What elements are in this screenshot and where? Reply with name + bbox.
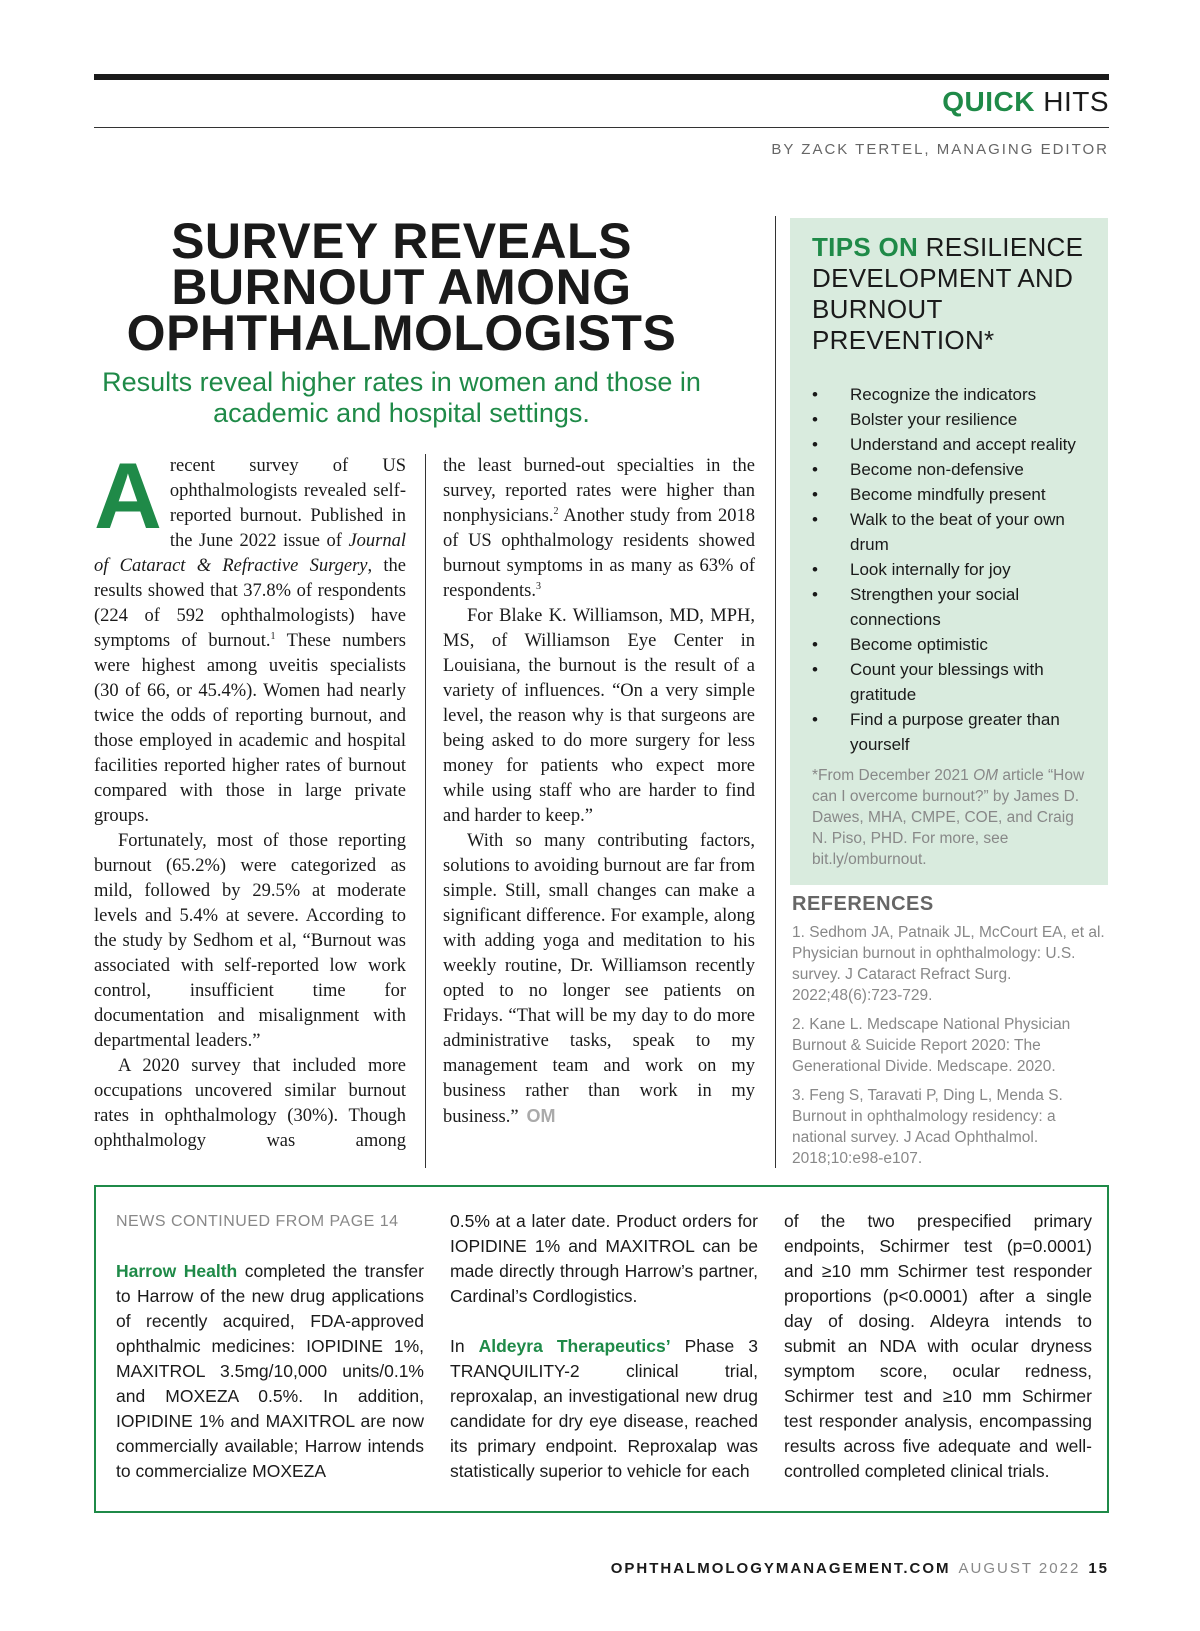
- top-rule: [94, 74, 1109, 80]
- citation: 3: [536, 580, 541, 592]
- bullet-icon: •: [812, 460, 818, 479]
- article-column-1: [94, 443, 406, 1154]
- news-column-1: [116, 1209, 424, 1484]
- tip-item: • Walk to the beat of your own drum: [812, 507, 1092, 557]
- references: [792, 893, 1108, 1177]
- reference-item: 3. Feng S, Taravati P, Ding L, Menda S. Burnout in ophthalmology residency: a national survey. J Acad Ophthalmol. 2018;10:e98-e107.: [792, 1087, 1063, 1167]
- footer-date: AUGUST 2022: [958, 1560, 1081, 1577]
- headline-line-2: BURNOUT AMONG: [171, 259, 632, 315]
- article-subhead: Results reveal higher rates in women and those in academic and hospital settings.: [102, 367, 701, 428]
- news-column-3: [784, 1209, 1092, 1484]
- news-item-aldeyra-cont: of the two prespecified primary endpoints, Schirmer test (p=0.0001) and ≥10 mm Schirmer test responder proportions (p<0.0001) after a single day of dosing. Aldeyra intends to submit an NDA with ocular dryness symptom score, ocular redness, Schirmer test and ≥10 mm Schirmer test responder analysis, encompassing results across five adequate and well-controlled completed clinical trials.: [784, 1211, 1092, 1481]
- tip-item: • Understand and accept reality: [812, 432, 1092, 457]
- page-number: 15: [1088, 1560, 1109, 1577]
- bullet-icon: •: [812, 510, 818, 529]
- paragraph: For Blake K. Williamson, MD, MPH, MS, of Williamson Eye Center in Louisiana, the burnout is the result of a variety of influences. “On a very simple level, the reason why is that surgeons are being asked to do more surgery for less money for patients who expect more while using staff who are harder to find and harder to keep.”: [443, 606, 755, 826]
- tip-item: • Bolster your resilience: [812, 407, 1092, 432]
- paragraph: Fortunately, most of those reporting burnout (65.2%) were categorized as mild, followed by 29.5% at moderate levels and 5.4% at severe. According to the study by Sedhom et al, “Burnout was associated with self-reported low work control, insufficient time for documentation and misalignment with departmental leaders.”: [94, 831, 406, 1051]
- tip-item: • Become mindfully present: [812, 482, 1092, 507]
- header-rule: [94, 127, 1109, 128]
- tip-item: • Count your blessings with gratitude: [812, 657, 1092, 707]
- headline-line-3: OPHTHALMOLOGISTS: [126, 305, 677, 361]
- tip-item: • Find a purpose greater than yourself: [812, 707, 1092, 757]
- article-column-2: [443, 454, 755, 1130]
- bullet-icon: •: [812, 485, 818, 504]
- bullet-icon: •: [812, 585, 818, 604]
- tips-title: [812, 232, 1092, 356]
- drop-cap: A: [94, 443, 162, 548]
- citation: 2: [553, 505, 559, 517]
- bullet-icon: •: [812, 385, 818, 404]
- paragraph: Arecent survey of US ophthalmologists revealed self-reported burnout. Published in the June 2022 issue of Journal of Cataract & Refractive Surgery, the results showed that 37.8% of respondents (224 of 592 ophthalmologists) have symptoms of burnout.$^1$ These numbers were highest among uveitis specialists (30 of 66, or 45.4%). Women had nearly twice the odds of reporting burnout, and those employed in academic and hospital facilities reported higher rates of burnout compared with those in large private groups.: [94, 443, 406, 826]
- tips-sidebar: [790, 218, 1108, 885]
- bullet-icon: •: [812, 435, 818, 454]
- tip-item: • Strengthen your social connections: [812, 582, 1092, 632]
- tip-item: • Recognize the indicators: [812, 382, 1092, 407]
- news-item-harrow: Harrow Health completed the transfer to Harrow of the new drug applications of recently acquired, FDA-approved ophthalmic medicines: IOPIDINE 1%, MAXITROL 3.5mg/10,000 units/0.1% and MOXEZA 0.5%. In addition, IOPIDINE 1% and MAXITROL are now commercially available; Harrow intends to commercialize MOXEZA: [116, 1261, 424, 1481]
- section-label-rest: HITS: [1043, 86, 1109, 117]
- column-divider: [425, 454, 426, 1168]
- byline: BY ZACK TERTEL, MANAGING EDITOR: [771, 141, 1109, 158]
- paragraph: the least burned-out specialties in the survey, reported rates were higher than nonphysicians.$^2$ Another study from 2018 of US ophthalmology residents showed burnout symptoms in as many as 63% of respondents.$^3$: [443, 456, 755, 601]
- bullet-icon: •: [812, 710, 818, 729]
- bullet-icon: •: [812, 560, 818, 579]
- section-label-bold: QUICK: [942, 86, 1035, 117]
- reference-item: 2. Kane L. Medscape National Physician Burnout & Suicide Report 2020: The Generational Divide. Medscape. 2020.: [792, 1016, 1071, 1075]
- tip-item: • Become non-defensive: [812, 457, 1092, 482]
- tips-title-green: TIPS ON: [812, 232, 919, 262]
- end-mark: OM: [526, 1106, 556, 1126]
- footer-site: OPHTHALMOLOGYMANAGEMENT.COM: [610, 1560, 951, 1577]
- tip-item: • Become optimistic: [812, 632, 1092, 657]
- tips-source-note: *From December 2021 OM article “How can I overcome burnout?” by James D. Dawes, MHA, CMPE, COE, and Craig N. Piso, PHD. For more, see bit.ly/omburnout.: [812, 767, 1085, 868]
- journal-title: Journal of Cataract & Refractive Surgery: [94, 531, 406, 576]
- paragraph: With so many contributing factors, solutions to avoiding burnout are far from simple. Still, small changes can make a significant difference. For example, along with adding yoga and meditation to his weekly routine, Dr. Williamson recently opted to no longer see patients on Fridays. “That will be my day to do more administrative tasks, speak to my management team and work on my business rather than work in my business.” OM: [443, 831, 755, 1127]
- reference-item: 1. Sedhom JA, Patnaik JL, McCourt EA, et al. Physician burnout in ophthalmology: U.S. survey. J Cataract Refract Surg. 2022;48(6):723-729.: [792, 924, 1105, 1004]
- news-column-2: [450, 1209, 758, 1484]
- news-item-harrow-cont: 0.5% at a later date. Product orders for IOPIDINE 1% and MAXITROL can be made directly through Harrow’s partner, Cardinal’s Cordlogistics.: [450, 1211, 758, 1306]
- company-name: Harrow Health: [116, 1261, 238, 1281]
- news-continued-label: NEWS CONTINUED FROM PAGE 14: [116, 1213, 399, 1230]
- page-footer: [611, 1560, 1109, 1577]
- company-name: Aldeyra Therapeutics’: [478, 1336, 671, 1356]
- bullet-icon: •: [812, 660, 818, 679]
- news-item-aldeyra: In Aldeyra Therapeutics’ Phase 3 TRANQUILITY-2 clinical trial, reproxalap, an investigational new drug candidate for dry eye disease, reached its primary endpoint. Reproxalap was statistically superior to vehicle for each: [450, 1336, 758, 1481]
- news-box: [94, 1185, 1109, 1513]
- tips-title-rest: RESILIENCE DEVELOPMENT AND BURNOUT PREVENTION*: [812, 232, 1084, 355]
- bullet-icon: •: [812, 410, 818, 429]
- column-divider: [775, 216, 776, 1168]
- paragraph: A 2020 survey that included more occupations uncovered similar burnout rates in ophthalmology (30%). Though ophthalmology was among: [94, 1056, 406, 1151]
- section-label: [942, 86, 1109, 118]
- bullet-icon: •: [812, 635, 818, 654]
- citation: 1: [270, 630, 276, 642]
- headline-line-1: SURVEY REVEALS: [171, 213, 632, 269]
- tip-item: • Look internally for joy: [812, 557, 1092, 582]
- tips-list: [812, 382, 1092, 757]
- article-headline: [94, 213, 709, 361]
- references-title: REFERENCES: [792, 893, 934, 915]
